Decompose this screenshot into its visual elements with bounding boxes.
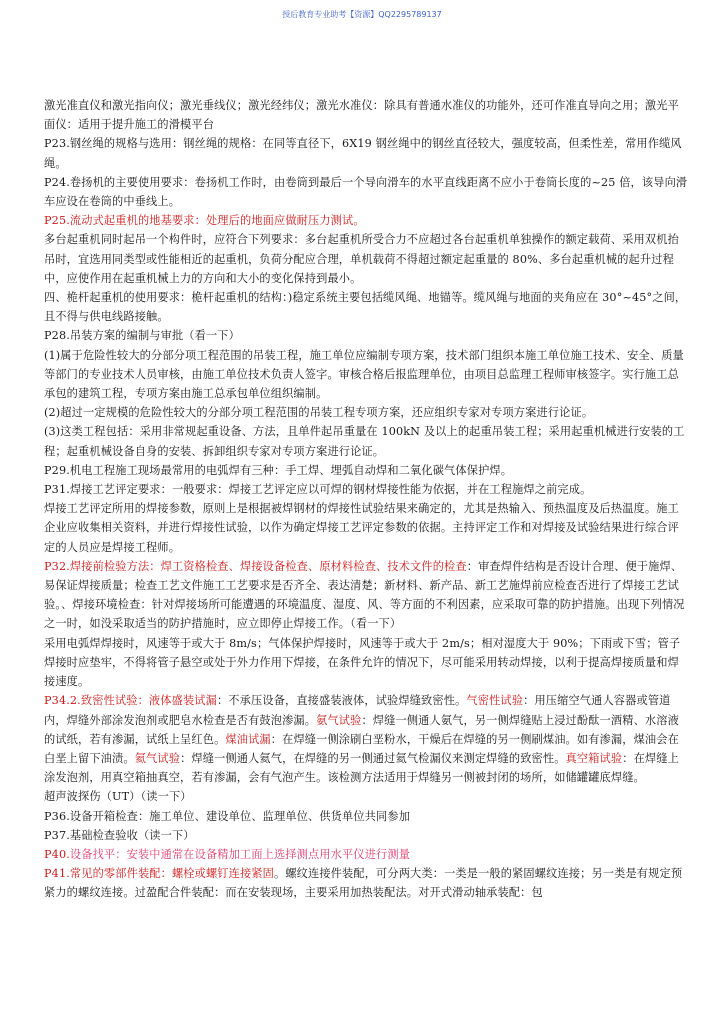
paragraph: [44, 326, 688, 345]
paragraph: [44, 211, 688, 230]
paragraph-text: ：在焊缝一侧涂刷白垩粉水，干燥后在焊缝的另一侧刷煤油。如有渗漏，煤油会在白垩上留下油渍。: [44, 732, 679, 765]
highlighted-text: 常见的零部件装配：螺栓或螺钉连接紧固: [69, 867, 274, 881]
paragraph: [44, 422, 688, 460]
paragraph: [44, 634, 688, 692]
paragraph-text: 。螺纹连接件装配，可分两大类：一类是一般的紧固螺纹连接；另一类是有规定预紧力的螺纹连接。过盈配合件装配：而在安装现场，主要采用加热装配法。对开式滑动轴承装配：包: [44, 867, 683, 900]
paragraph: [44, 403, 688, 422]
paragraph: [44, 557, 688, 634]
paragraph: [44, 826, 688, 845]
paragraph: [44, 480, 688, 499]
paragraph-text: 多台起重机同时起吊一个构件时，应符合下列要求：多台起重机所受合力不应超过各台起重机单独操作的额定载荷、采用双机抬吊时，宜选用同类型或性能相近的起重机，负荷分配应合理，单机载荷不得超过额定起重量的 80%、多台起重机械的起升过程中，应使作用在起重机械上力的方向和大小的变化保持到最小。: [44, 233, 679, 285]
paragraph-text: ：焊缝一侧通人氨气，另一侧焊缝贴上浸过酚酞一酒精、水溶液的试纸，若有渗漏，试纸上呈红色。: [44, 713, 679, 746]
paragraph: [44, 864, 688, 902]
highlighted-text: 焊接前检验方法：焊工资格检查、焊接设备检查、原材料检查、技术文件的检查: [69, 559, 467, 573]
paragraph-text: P29.机电工程施工现场最常用的电弧焊有三种：手工焊、埋弧自动焊和二氧化碳气体保护焊。: [44, 463, 513, 477]
paragraph-text: (3)这类工程包括：采用非常规起重设备、方法，且单件起吊重量在 100kN 及以上的起重吊装工程；采用起重机械进行安装的工程；起重机械设备自身的安装、拆卸组织专家对专项方案进行论证。: [44, 425, 685, 458]
highlighted-text: 气密性试验: [466, 694, 524, 708]
paragraph: [44, 461, 688, 480]
paragraph-text: (1)属于危险性较大的分部分项工程范围的吊装工程，施工单位应编制专项方案，技术部门组织本施工单位施工技术、安全、质量等部门的专业技术人员审核，由施工单位技术负责人签字。审核合格后报监理单位，由项目总监理工程师审核签字。实行施工总承包的建筑工程，专项方案由施工总承包单位组织编制。: [44, 348, 684, 401]
paragraph-text: 采用电弧焊焊接时，风速等于或大于 8m/s；气体保护焊接时，风速等于或大于 2m/s；相对湿度大于 90%；下雨或下雪；管子焊接时应垫牢，不得将管子悬空或处于外力作用下焊接，在条件允许的情况下，尽可能采用转动焊接，以利于提高焊接质量和焊接速度。: [44, 636, 681, 689]
paragraph-text: 焊接工艺评定所用的焊接参数，原则上是根据被焊钢材的焊接性试验结果来确定的，尤其是热输入、预热温度及后热温度。施工企业应收集相关资料，并进行焊接性试验，以作为确定焊接工艺评定参数的依据。主持评定工作和对焊接及试验结果进行综合评定的人员应是焊接工程师。: [44, 502, 679, 554]
paragraph: [44, 807, 688, 826]
highlighted-text: P41.: [44, 867, 70, 881]
highlighted-text: 氨气试验: [316, 713, 362, 727]
paragraph-text: ：焊缝一侧通人氦气，在焊缝的另一侧通过氦气检漏仪来测定焊缝的致密性。: [180, 751, 566, 765]
paragraph: [44, 134, 688, 172]
paragraph-text: P36.设备开箱检查：施工单位、建设单位、监理单位、供货单位共同参加: [44, 809, 411, 823]
highlighted-text: 煤油试漏: [225, 732, 271, 746]
highlighted-text: 氦气试验: [134, 751, 181, 765]
watermark-header: 授后教育专业助考【资源】QQ2295789137: [282, 10, 442, 19]
paragraph: [44, 288, 688, 326]
paragraph-text: ：在焊缝上涂发泡剂，用真空箱抽真空，若有渗漏，会有气泡产生。该检测方法适用于焊缝另一侧被封闭的场所，如储罐罐底焊缝。: [44, 751, 679, 785]
paragraph: [44, 96, 688, 134]
paragraph: [44, 691, 688, 787]
paragraph: [44, 845, 688, 864]
paragraph-text: (2)超过一定规模的危险性较大的分部分项工程范围的吊装工程专项方案，还应组织专家对专项方案进行论证。: [44, 406, 594, 420]
paragraph-text: 激光准直仪和激光指向仪；激光垂线仪；激光经纬仪；激光水准仪：除具有普通水准仪的功能外，还可作准直导向之用；激光平面仪：适用于提升施工的滑模平台: [44, 99, 679, 132]
paragraph-text: ：不承压设备，直接盛装液体，试验焊缝致密性。: [216, 694, 467, 708]
paragraph: [44, 787, 688, 806]
paragraph-text: P28.吊装方案的编制与审批（看一下）: [44, 329, 240, 343]
highlighted-text: 流动式起重机的地基要求：处理后的地面应做耐压力测试。: [69, 214, 365, 228]
paragraph: [44, 173, 688, 211]
highlighted-text: P25.: [44, 214, 70, 228]
paragraph: [44, 499, 688, 557]
paragraph-text: P37.基础检查验收（读一下）: [44, 828, 195, 842]
paragraph-text: 四、桅杆起重机的使用要求：桅杆起重机的结构：)稳定系统主要包括缆风绳、地锚等。缆风绳与地面的夹角应在 30°~45°之间，且不得与供电线路接触。: [44, 291, 687, 324]
paragraph-text: ：审查焊件结构是否设计合理、便于施焊、易保证焊接质量；检查工艺文件施工工艺要求是否齐全、表达清楚；新材料、新产品、新工艺施焊前应检查否进行了焊接工艺试验。、焊接环境检查：针对焊接场所可能遭遇的环境温度、湿度、风、等方面的不利因素，应采取可靠的防护措施。出现下列情况之一时，如没采取适当的防护措施时，应立即停止焊接工作。（看一下）: [44, 559, 685, 631]
highlighted-text: 致密性试验：液体盛装试漏: [80, 694, 217, 708]
paragraph-text: 超声波探伤（UT）（读一下）: [44, 790, 192, 804]
highlighted-text: P32.: [44, 559, 70, 573]
paragraph-text: P23.钢丝绳的规格与选用：钢丝绳的规格：在同等直径下，6X19 钢丝绳中的钢丝直径较大，强度较高，但柔性差，常用作缆风绳。: [44, 137, 682, 170]
paragraph: [44, 346, 688, 404]
paragraph-text: P31.焊接工艺评定要求：一般要求：焊接工艺评定应以可焊的钢材焊接性能为依据，并在工程施焊之前完成。: [44, 483, 592, 497]
paragraph: [44, 230, 688, 288]
highlighted-text: P40.: [44, 847, 70, 861]
highlighted-text: 设备找平：安装中通常在设备精加工面上选择测点用水平仪进行测量: [69, 847, 411, 861]
highlighted-text: P34.2.: [44, 694, 81, 708]
highlighted-text: 真空箱试验: [565, 751, 623, 765]
paragraph-text: ：用压缩空气通人容器或管道内，焊缝外部涂发泡剂或肥皂水检查是否有鼓泡渗漏。: [44, 694, 671, 727]
document-body: [44, 96, 688, 903]
paragraph-text: P24.卷扬机的主要使用要求：卷扬机工作时，由卷筒到最后一个导向滑车的水平直线距离不应小于卷筒长度的~25 倍，该导向滑车应设在卷筒的中垂线上。: [44, 175, 688, 209]
